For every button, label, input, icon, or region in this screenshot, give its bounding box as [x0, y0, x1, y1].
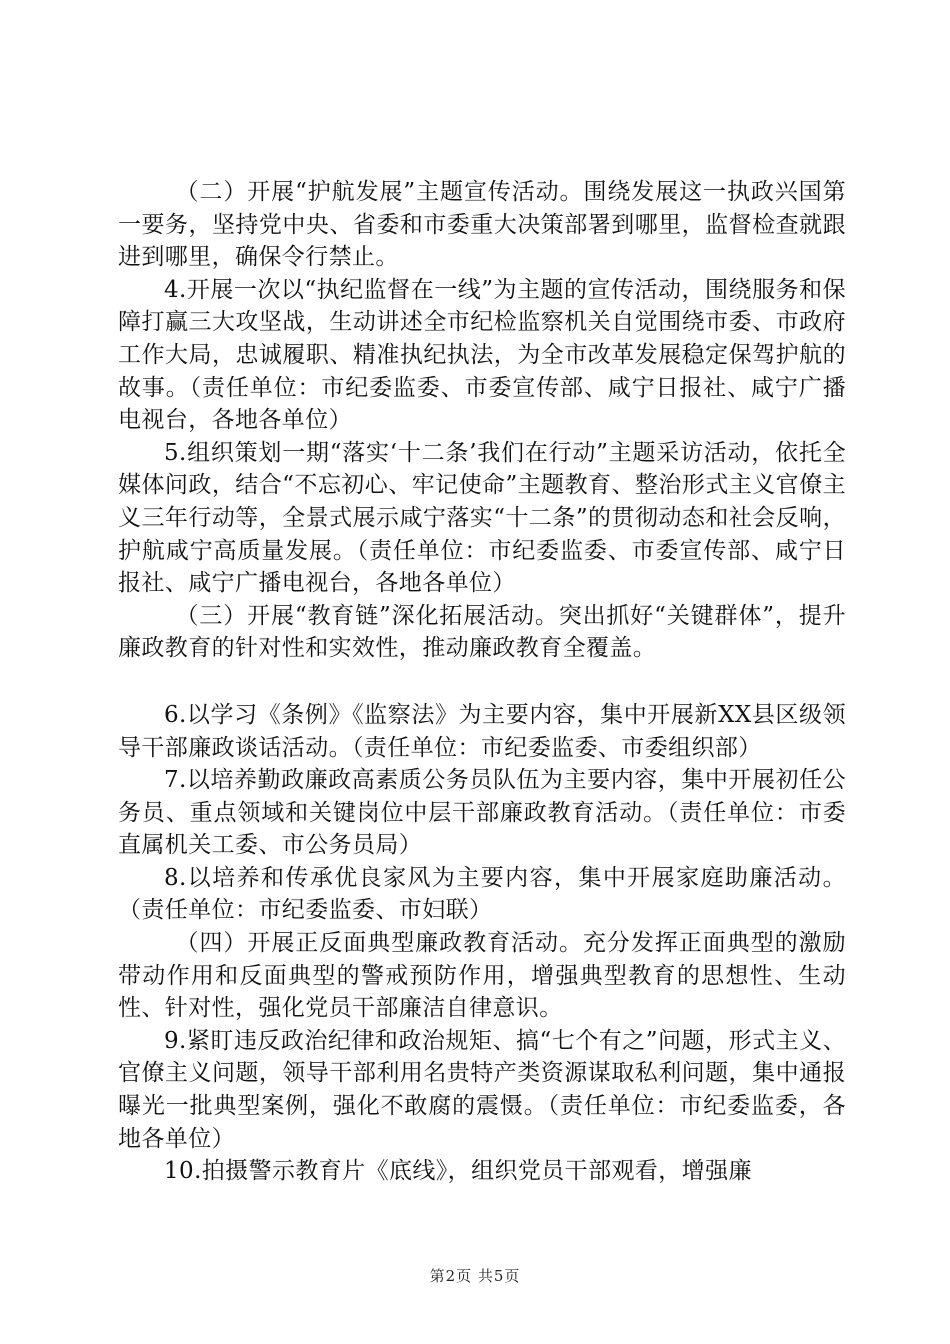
list-item-7: 7.以培养勤政廉政高素质公务员队伍为主要内容，集中开展初任公务员、重点领域和关键岗位中层干部廉政教育活动。（责任单位：市委直属机关工委、市公务员局）: [118, 767, 846, 859]
list-item-8: 8.以培养和传承优良家风为主要内容，集中开展家庭助廉活动。（责任单位：市纪委监委、市妇联）: [118, 864, 846, 924]
page-number-footer: 第2页 共5页: [429, 1267, 521, 1285]
list-item-6: 6.以学习《条例》《监察法》为主要内容，集中开展新XX县区级领导干部廉政谈话活动。（责任单位：市纪委监委、市委组织部）: [118, 701, 846, 761]
section-heading-4: （四）开展正反面典型廉政教育活动。充分发挥正面典型的激励带动作用和反面典型的警戒预防作用，增强典型教育的思想性、生动性、针对性，强化党员干部廉洁自律意识。: [118, 930, 846, 1022]
list-item-10: 10.拍摄警示教育片《底线》，组织党员干部观看，增强廉: [164, 1158, 752, 1185]
list-item-9: 9.紧盯违反政治纪律和政治规矩、搞“七个有之”问题，形式主义、官僚主义问题，领导干部利用名贵特产类资源谋取私利问题，集中通报曝光一批典型案例，强化不敢腐的震慑。（责任单位：市纪委监委，各地各单位）: [118, 1027, 846, 1152]
section-heading-3: （三）开展“教育链”深化拓展活动。突出抓好“关键群体”，提升廉政教育的针对性和实效性，推动廉政教育全覆盖。: [118, 602, 846, 662]
document-body: [118, 176, 846, 1188]
list-item-5: 5.组织策划一期“落实‘十二条’我们在行动”主题采访活动，依托全媒体问政，结合“不忘初心、牢记使命”主题教育、整治形式主义官僚主义三年行动等，全景式展示咸宁落实“十二条”的贯彻动态和社会反响，护航咸宁高质量发展。（责任单位：市纪委监委、市委宣传部、咸宁日报社、咸宁广播电视台，各地各单位）: [118, 439, 846, 597]
list-item-4: 4.开展一次以“执纪监督在一线”为主题的宣传活动，围绕服务和保障打赢三大攻坚战，生动讲述全市纪检监察机关自觉围绕市委、市政府工作大局，忠诚履职、精准执纪执法，为全市改革发展稳定保驾护航的故事。（责任单位：市纪委监委、市委宣传部、咸宁日报社、咸宁广播电视台，各地各单位）: [118, 276, 846, 434]
section-heading-2: （二）开展“护航发展”主题宣传活动。围绕发展这一执政兴国第一要务，坚持党中央、省委和市委重大决策部署到哪里，监督检查就跟进到哪里，确保令行禁止。: [118, 179, 846, 271]
